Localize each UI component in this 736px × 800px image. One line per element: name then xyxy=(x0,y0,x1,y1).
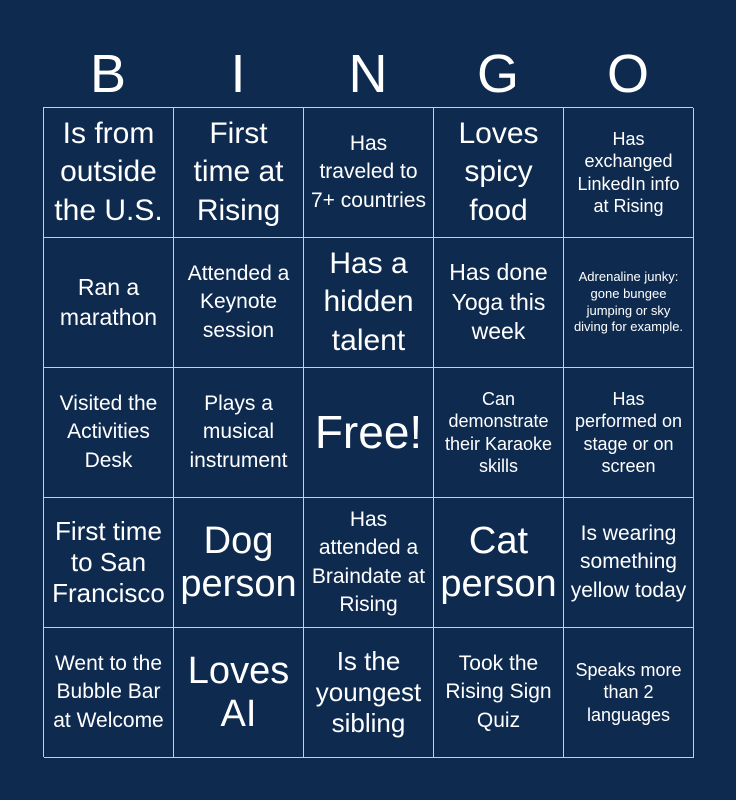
bingo-cell-r1c1[interactable] xyxy=(44,108,174,238)
bingo-cell-r5c2[interactable] xyxy=(174,628,304,758)
header-letter-n: N xyxy=(348,44,388,104)
cell-text: Loves spicy food xyxy=(458,116,539,227)
bingo-cell-r5c5[interactable] xyxy=(564,628,694,758)
cell-text: Dog person xyxy=(180,519,297,605)
bingo-cell-r2c3[interactable] xyxy=(304,238,434,368)
bingo-header xyxy=(43,40,693,108)
bingo-cell-r2c5[interactable] xyxy=(564,238,694,368)
bingo-cell-r4c5[interactable] xyxy=(564,498,694,628)
bingo-cell-r2c1[interactable] xyxy=(44,238,174,368)
bingo-cell-r4c1[interactable] xyxy=(44,498,174,628)
cell-text: Is the youngest sibling xyxy=(315,645,422,739)
cell-text: Cat person xyxy=(440,519,557,605)
bingo-cell-r1c3[interactable] xyxy=(304,108,434,238)
cell-text: Plays a musical instrument xyxy=(189,391,288,472)
bingo-cell-r1c2[interactable] xyxy=(174,108,304,238)
header-letter-b: B xyxy=(89,44,127,104)
cell-text: Loves AI xyxy=(187,649,290,735)
bingo-cell-r4c2[interactable] xyxy=(174,498,304,628)
cell-text: Adrenaline junky: gone bungee jumping or sky diving for example. xyxy=(573,269,684,335)
header-letter-g: G xyxy=(476,44,519,104)
header-letter-o: O xyxy=(606,44,649,104)
cell-text: Has exchanged LinkedIn info at Rising xyxy=(577,128,680,216)
bingo-cell-r5c1[interactable] xyxy=(44,628,174,758)
cell-text: First time at Rising xyxy=(193,116,284,227)
header-letter-i: I xyxy=(230,44,246,104)
cell-text: Has performed on stage or on screen xyxy=(574,388,683,476)
bingo-cell-free[interactable] xyxy=(304,368,434,498)
cell-text: Can demonstrate their Karaoke skills xyxy=(444,388,553,476)
bingo-cell-r1c5[interactable] xyxy=(564,108,694,238)
cell-text: Attended a Keynote session xyxy=(187,261,290,342)
cell-text: Has done Yoga this week xyxy=(449,258,548,345)
cell-text: Is from outside the U.S. xyxy=(54,116,163,227)
cell-text: Visited the Activities Desk xyxy=(59,391,158,472)
cell-text: Is wearing something yellow today xyxy=(570,521,687,602)
bingo-cell-r2c2[interactable] xyxy=(174,238,304,368)
bingo-cell-r3c4[interactable] xyxy=(434,368,564,498)
cell-text: Has traveled to 7+ countries xyxy=(311,131,426,212)
cell-text: Has a hidden talent xyxy=(323,246,414,357)
bingo-cell-r4c3[interactable] xyxy=(304,498,434,628)
bingo-cell-r2c4[interactable] xyxy=(434,238,564,368)
bingo-cell-r5c3[interactable] xyxy=(304,628,434,758)
cell-text: First time to San Francisco xyxy=(52,515,165,609)
cell-text: Went to the Bubble Bar at Welcome xyxy=(53,651,164,732)
cell-text: Speaks more than 2 languages xyxy=(575,659,682,725)
bingo-cell-r3c5[interactable] xyxy=(564,368,694,498)
cell-text: Took the Rising Sign Quiz xyxy=(445,651,552,732)
bingo-cell-r1c4[interactable] xyxy=(434,108,564,238)
bingo-board xyxy=(43,107,693,757)
bingo-cell-r3c1[interactable] xyxy=(44,368,174,498)
free-space-text: Free! xyxy=(314,406,423,459)
cell-text: Ran a marathon xyxy=(59,273,158,330)
bingo-cell-r5c4[interactable] xyxy=(434,628,564,758)
bingo-cell-r4c4[interactable] xyxy=(434,498,564,628)
bingo-cell-r3c2[interactable] xyxy=(174,368,304,498)
cell-text: Has attended a Braindate at Rising xyxy=(311,507,426,616)
